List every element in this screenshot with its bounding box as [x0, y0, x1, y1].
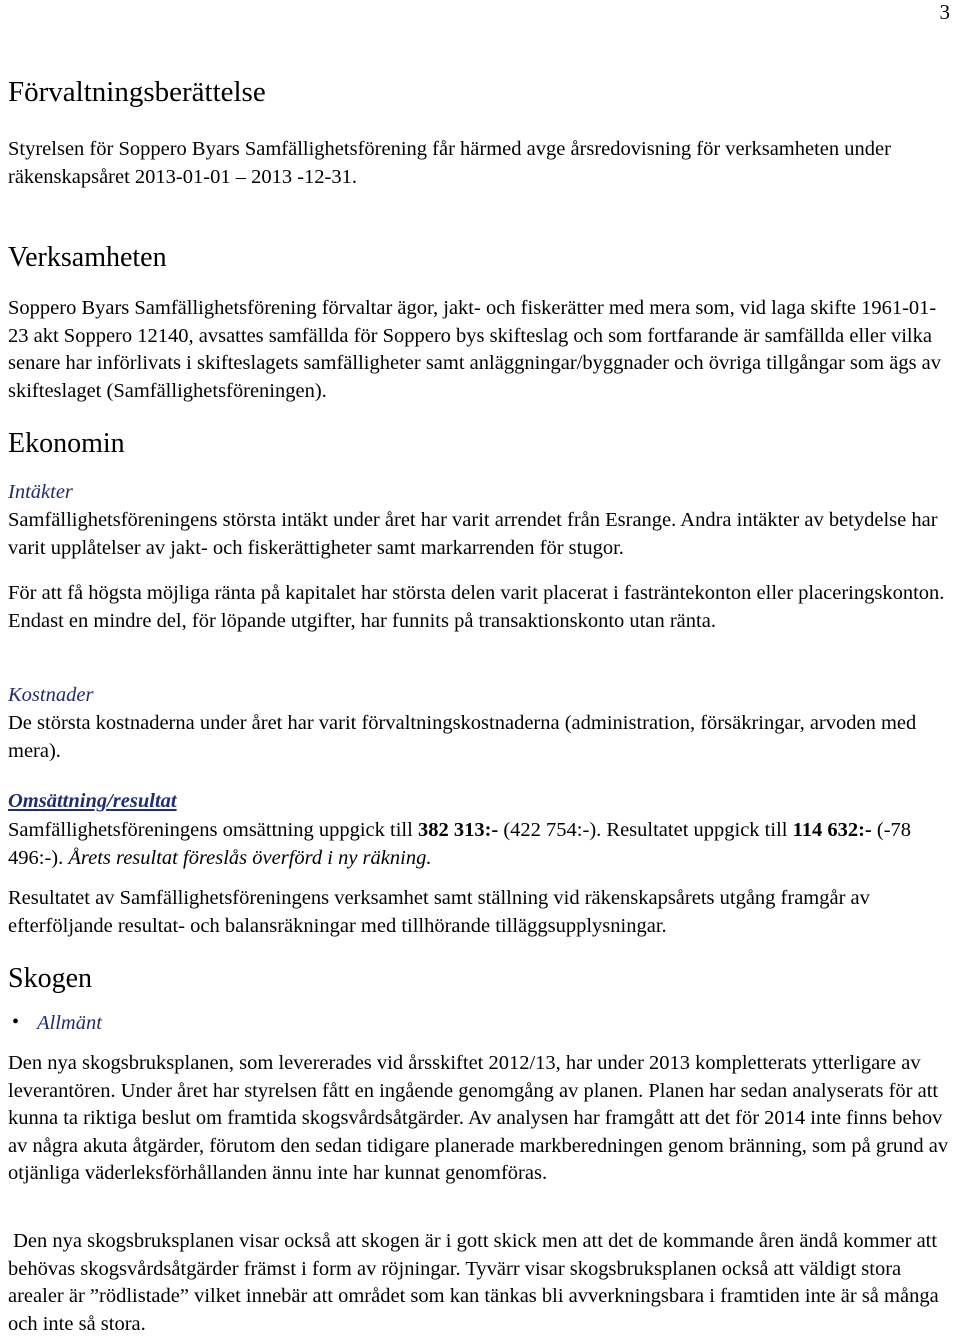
omsattning-value: 382 313:-: [417, 819, 499, 841]
section-heading-skogen: Skogen: [8, 963, 92, 994]
subheading-omsattning: Omsättning/resultat: [8, 790, 177, 812]
resultat-value: 114 632:-: [792, 819, 872, 841]
ranta-paragraph: För att få högsta möjliga ränta på kapitalet har största delen varit placerat i fasträntekonton eller placeringskonton. Endast en mindre del, för löpande utgifter, har funnits på transaktionskonto utan ränta.: [8, 582, 945, 632]
page-number: 3: [939, 0, 950, 24]
omsattning-paragraph: [8, 817, 956, 872]
subheading-intakter: Intäkter: [8, 481, 73, 503]
page-title: Förvaltningsberättelse: [8, 76, 266, 108]
omsattning-mid: (422 754:-). Resultatet uppgick till: [498, 819, 793, 841]
bullet-icon: •: [12, 1011, 20, 1033]
verksamheten-paragraph: Soppero Byars Samfällighetsförening förvaltar ägor, jakt- och fiskerätter med mera som, vid laga skifte 1961-01-23 akt Soppero 12140, avsattes samfällda för Soppero bys skifteslag och som fortfarande är samfällda eller vilka senare har införlivats i skifteslagets samfälligheter samt anläggningar/byggnader och övriga tillgångar som ägs av skifteslaget (Samfällighetsföreningen).: [8, 297, 942, 402]
skogen-paragraph-1: Den nya skogsbruksplanen, som levererades vid årsskiftet 2012/13, har under 2013 kompletterats ytterligare av leverantören. Under året har styrelsen fått en ingående genomgång av planen. Planen har sedan analyserats för att kunna ta riktiga beslut om framtida skogsvårdsåtgärder. Av analysen har framgått att det för 2014 inte finns behov av några akuta åtgärder, förutom den sedan tidigare planerade markberedningen genom bränning, som på grund av otjänliga väderleksförhållanden ännu inte har kunnat genomföras.: [8, 1052, 949, 1184]
subheading-kostnader: Kostnader: [8, 684, 94, 706]
section-heading-ekonomin: Ekonomin: [8, 428, 125, 459]
skogen-paragraph-2: Den nya skogsbruksplanen visar också att skogen är i gott skick men att det de kommande åren ändå kommer att behövas skogsvårdsåtgärder främst i form av röjningar. Tyvärr visar skogsbruksplanen också att väldigt stora arealer är ”rödlistade” vilket innebär att området som kan tänkas bli avverkningsbara i framtiden inte är så många och inte så stora.: [8, 1230, 944, 1335]
intro-paragraph: Styrelsen för Soppero Byars Samfällighetsförening får härmed avge årsredovisning för verksamheten under räkenskapsåret 2013-01-01 – 2013 -12-31.: [8, 138, 891, 188]
omsattning-pre: Samfällighetsföreningens omsättning uppgick till: [8, 819, 418, 841]
kostnader-paragraph: De största kostnaderna under året har varit förvaltningskostnaderna (administration, försäkringar, arvoden med mera).: [8, 712, 917, 762]
resultat-paragraph: Resultatet av Samfällighetsföreningens verksamhet samt ställning vid räkenskapsårets utgång framgår av efterföljande resultat- och balansräkningar med tillhörande tilläggsupplysningar.: [8, 887, 870, 937]
section-heading-verksamheten: Verksamheten: [8, 242, 167, 273]
resultat-prev: (-78 496:-).: [8, 819, 912, 869]
subheading-allmant: Allmänt: [37, 1012, 102, 1034]
resultat-italic: Årets resultat föreslås överförd i ny räkning.: [68, 846, 432, 869]
intakter-paragraph: Samfällighetsföreningens största intäkt under året har varit arrendet från Esrange. Andra intäkter av betydelse har varit upplåtelser av jakt- och fiskerättigheter samt markarrenden för stugor.: [8, 509, 938, 559]
